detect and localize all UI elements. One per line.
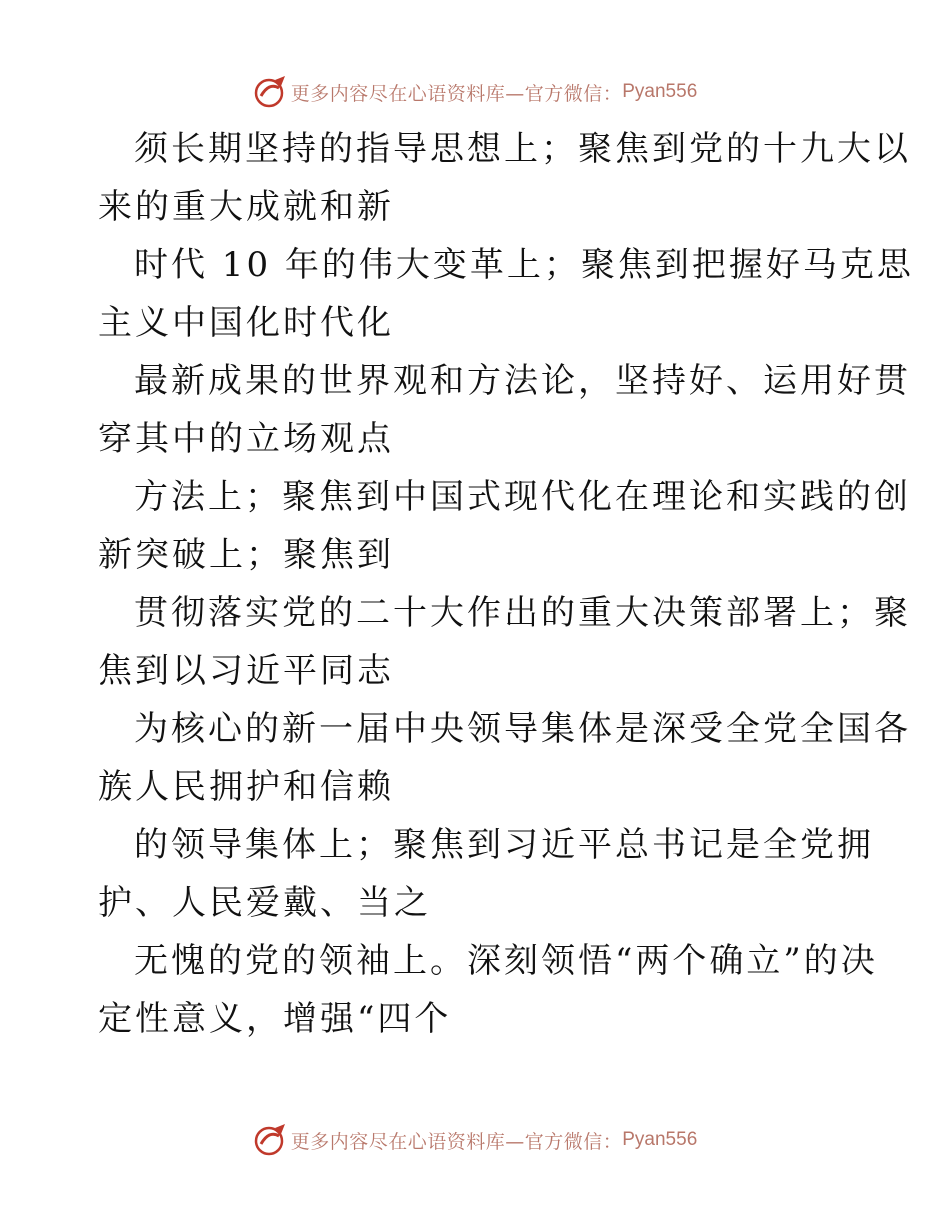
text-line: 的领导集体上；聚焦到习近平总书记是全党拥 <box>134 825 874 865</box>
text-line: 主义中国化时代化 <box>98 303 394 343</box>
text-line: 贯彻落实党的二十大作出的重大决策部署上；聚 <box>134 593 911 633</box>
header-watermark <box>0 72 950 112</box>
paragraph <box>98 468 911 584</box>
text-line: 焦到以习近平同志 <box>98 651 394 691</box>
paragraph <box>98 700 911 816</box>
watermark-text: 更多内容尽在心语资料库—官方微信： <box>290 82 623 105</box>
watermark-text: 更多内容尽在心语资料库—官方微信： <box>290 1130 623 1153</box>
text-line: 定性意义，增强“四个 <box>98 999 452 1039</box>
text-line: 须长期坚持的指导思想上；聚焦到党的十九大以 <box>134 129 911 169</box>
paragraph <box>98 932 878 1048</box>
text-line: 最新成果的世界观和方法论，坚持好、运用好贯 <box>134 361 911 401</box>
paragraph <box>98 816 874 932</box>
document-body <box>98 120 914 1048</box>
text-line: 方法上；聚焦到中国式现代化在理论和实践的创 <box>134 477 911 517</box>
paragraph <box>98 584 911 700</box>
text-line: 穿其中的立场观点 <box>98 419 394 459</box>
paragraph <box>98 236 914 352</box>
brand-logo-icon <box>253 1122 289 1158</box>
footer-watermark <box>0 1120 950 1160</box>
text-line: 新突破上；聚焦到 <box>98 535 394 575</box>
text-line: 时代 10 年的伟大变革上；聚焦到把握好马克思 <box>134 245 914 285</box>
text-line: 护、人民爱戴、当之 <box>98 883 431 923</box>
text-line: 来的重大成就和新 <box>98 187 394 227</box>
brand-logo-icon <box>253 74 289 110</box>
watermark-wechat-id: Pyan556 <box>622 81 698 102</box>
text-line: 为核心的新一届中央领导集体是深受全党全国各 <box>134 709 911 749</box>
text-line: 族人民拥护和信赖 <box>98 767 394 807</box>
paragraph <box>98 120 911 236</box>
text-line: 无愧的党的领袖上。深刻领悟“两个确立”的决 <box>134 941 878 981</box>
watermark-wechat-id: Pyan556 <box>622 1129 698 1150</box>
paragraph <box>98 352 911 468</box>
